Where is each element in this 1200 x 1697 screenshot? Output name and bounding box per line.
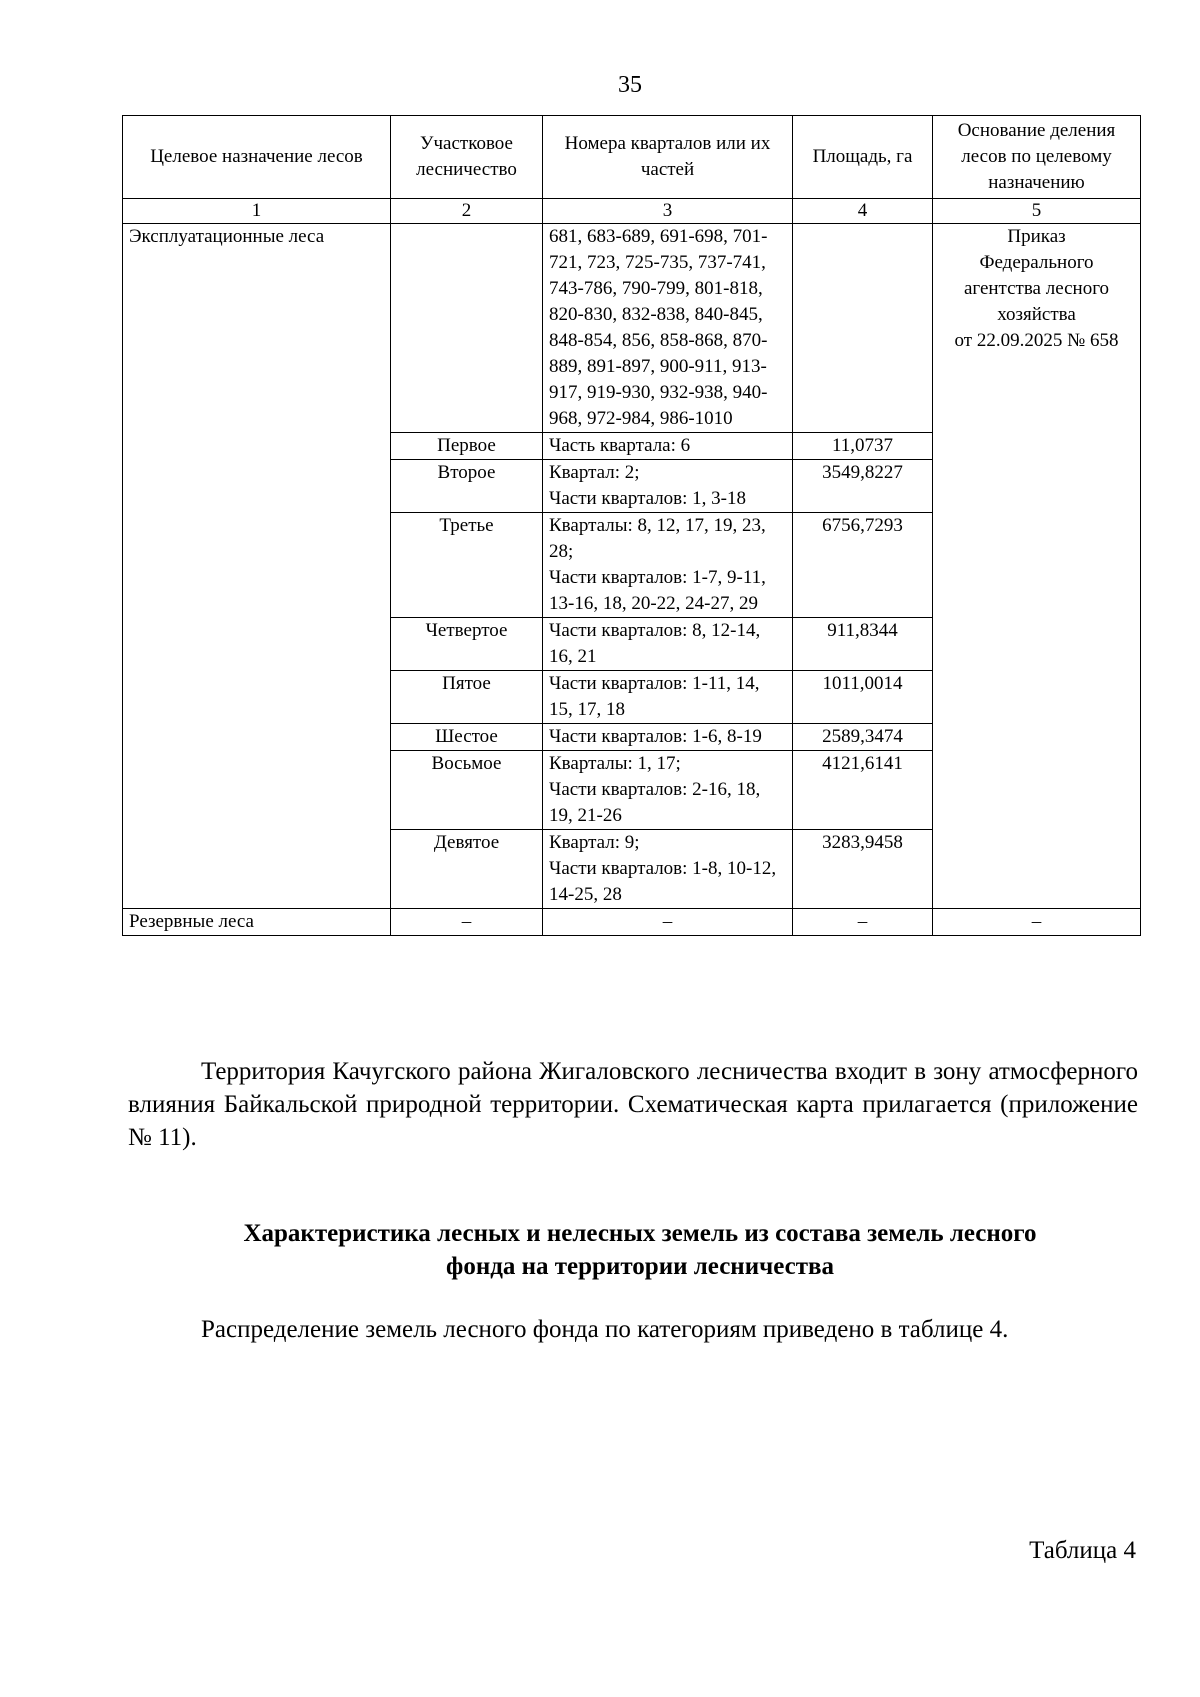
header-purpose: Целевое назначение лесов [123, 116, 391, 199]
dash-cell: – [933, 909, 1141, 936]
header-forestry: Участковое лесничество [391, 116, 543, 199]
area-cell: 4121,6141 [793, 751, 933, 830]
quarters-cell: Части кварталов: 1-6, 8-19 [543, 724, 793, 751]
quarters-cell: Части кварталов: 1-11, 14, 15, 17, 18 [543, 671, 793, 724]
forestry-cell: Четвертое [391, 618, 543, 671]
header-basis: Основание деления лесов по целевому назначению [933, 116, 1141, 199]
column-number: 3 [543, 199, 793, 224]
forestry-cell: Девятое [391, 830, 543, 909]
forestry-cell: Первое [391, 433, 543, 460]
section-heading: Характеристика лесных и нелесных земель из состава земель лесного фонда на территории лесничества [243, 1220, 1037, 1280]
forest-purpose-table [122, 115, 1141, 936]
dash-cell: – [543, 909, 793, 936]
area-cell: 3283,9458 [793, 830, 933, 909]
column-number-row [123, 199, 1141, 224]
quarters-cell: Кварталы: 1, 17; Части кварталов: 2-16, 18, 19, 21-26 [543, 751, 793, 830]
forestry-cell: Третье [391, 513, 543, 618]
forestry-cell: Шестое [391, 724, 543, 751]
category-reserve: Резервные леса [123, 909, 391, 936]
area-cell: 11,0737 [793, 433, 933, 460]
quarters-cell: Квартал: 2; Части кварталов: 1, 3-18 [543, 460, 793, 513]
table-row [123, 909, 1141, 936]
area-cell: 3549,8227 [793, 460, 933, 513]
quarters-cell: Кварталы: 8, 12, 17, 19, 23, 28; Части кварталов: 1-7, 9-11, 13-16, 18, 20-22, 24-27, 29 [543, 513, 793, 618]
header-area: Площадь, га [793, 116, 933, 199]
header-quarters: Номера кварталов или их частей [543, 116, 793, 199]
dash-cell: – [391, 909, 543, 936]
quarters-cell: Части кварталов: 8, 12-14, 16, 21 [543, 618, 793, 671]
column-number: 4 [793, 199, 933, 224]
table-row [123, 224, 1141, 433]
paragraph-land-distribution: Распределение земель лесного фонда по категориям приведено в таблице 4. [201, 1316, 1009, 1343]
table-header-row [123, 116, 1141, 199]
quarters-cell: Квартал: 9; Части кварталов: 1-8, 10-12, 14-25, 28 [543, 830, 793, 909]
column-number: 5 [933, 199, 1141, 224]
paragraph-baikal-zone: Территория Качугского района Жигаловского лесничества входит в зону атмосферного влияния Байкальской природной территории. Схематическая карта прилагается (приложение № 11). [128, 1058, 1138, 1151]
quarters-cell: 681, 683-689, 691-698, 701-721, 723, 725-735, 737-741, 743-786, 790-799, 801-818, 820-830, 832-838, 840-845, 848-854, 856, 858-868, 870-889, 891-897, 900-911, 913-917, 919-930, 932-938, 940-968, 972-984, 986-1010 [543, 224, 793, 433]
area-cell: 1011,0014 [793, 671, 933, 724]
dash-cell: – [793, 909, 933, 936]
category-exploitation: Эксплуатационные леса [123, 224, 391, 909]
column-number: 2 [391, 199, 543, 224]
area-cell: 911,8344 [793, 618, 933, 671]
quarters-cell: Часть квартала: 6 [543, 433, 793, 460]
area-cell: 6756,7293 [793, 513, 933, 618]
table-label: Таблица 4 [1029, 1537, 1136, 1564]
page-number: 35 [618, 72, 642, 98]
area-cell: 2589,3474 [793, 724, 933, 751]
forestry-cell: Восьмое [391, 751, 543, 830]
forestry-cell: Пятое [391, 671, 543, 724]
column-number: 1 [123, 199, 391, 224]
forestry-cell: Второе [391, 460, 543, 513]
basis-cell: Приказ Федерального агентства лесного хозяйства от 22.09.2025 № 658 [933, 224, 1141, 909]
